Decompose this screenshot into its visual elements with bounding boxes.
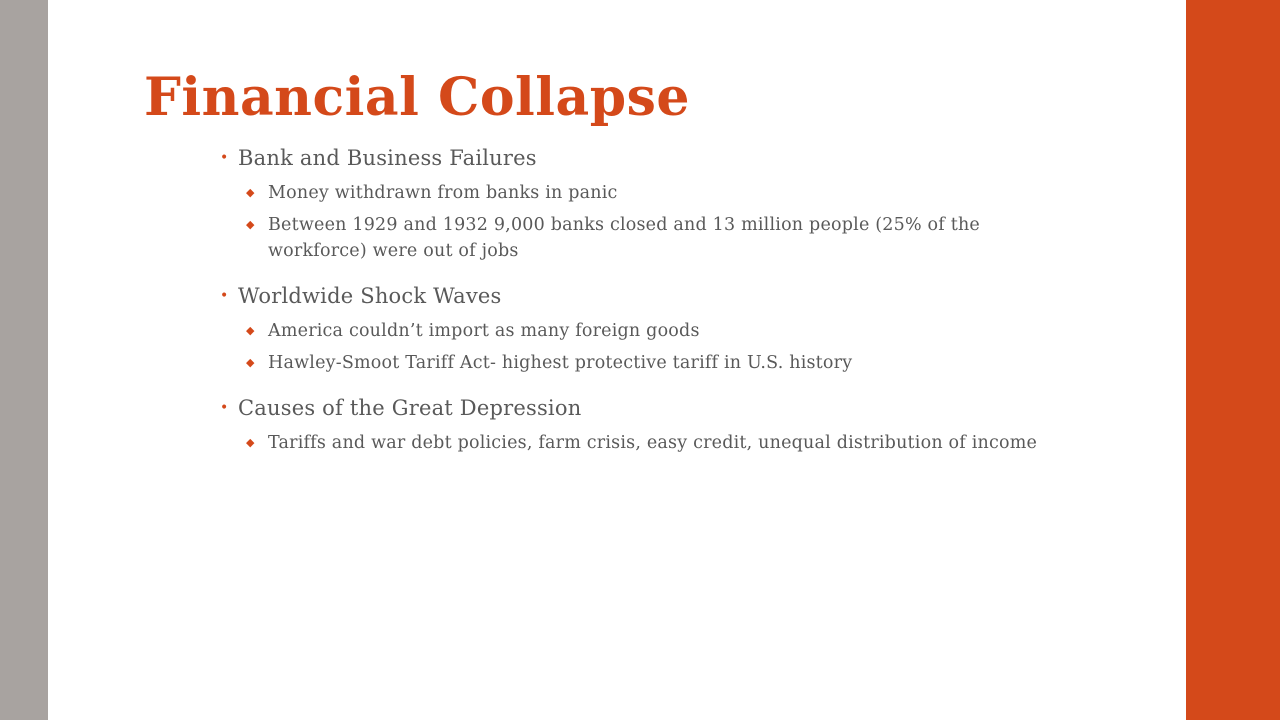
bullet-diamond-icon: ◆: [246, 324, 255, 337]
right-accent-bar: [1186, 0, 1280, 720]
bullet-diamond-icon: ◆: [246, 436, 255, 449]
list-item: [218, 430, 1058, 456]
section-heading: Causes of the Great Depression: [238, 396, 582, 420]
section-bank-failures: [218, 142, 1058, 174]
bullet-diamond-icon: ◆: [246, 186, 255, 199]
bullet-dot-icon: •: [220, 150, 229, 166]
section-heading: Bank and Business Failures: [238, 146, 537, 170]
item-text: America couldn’t import as many foreign goods: [268, 321, 700, 341]
slide-title: Financial Collapse: [144, 67, 690, 128]
list-item: [218, 180, 1058, 206]
slide-content: [218, 142, 1058, 456]
item-text: Tariffs and war debt policies, farm crisis, easy credit, unequal distribution of income: [268, 433, 1038, 453]
bullet-diamond-icon: ◆: [246, 356, 255, 369]
item-text: Hawley-Smoot Tariff Act- highest protective tariff in U.S. history: [268, 353, 853, 373]
list-item: [218, 318, 1058, 344]
bullet-diamond-icon: ◆: [246, 218, 255, 231]
section-causes: [218, 392, 1058, 424]
bullet-dot-icon: •: [220, 400, 229, 416]
section-worldwide-shock-waves: [218, 280, 1058, 312]
left-accent-bar: [0, 0, 48, 720]
list-item: [218, 212, 1058, 264]
section-heading: Worldwide Shock Waves: [238, 284, 502, 308]
item-text: Money withdrawn from banks in panic: [268, 183, 618, 203]
bullet-dot-icon: •: [220, 288, 229, 304]
list-item: [218, 350, 1058, 376]
item-text: Between 1929 and 1932 9,000 banks closed and 13 million people (25% of the workforce) were out of jobs: [268, 215, 980, 261]
